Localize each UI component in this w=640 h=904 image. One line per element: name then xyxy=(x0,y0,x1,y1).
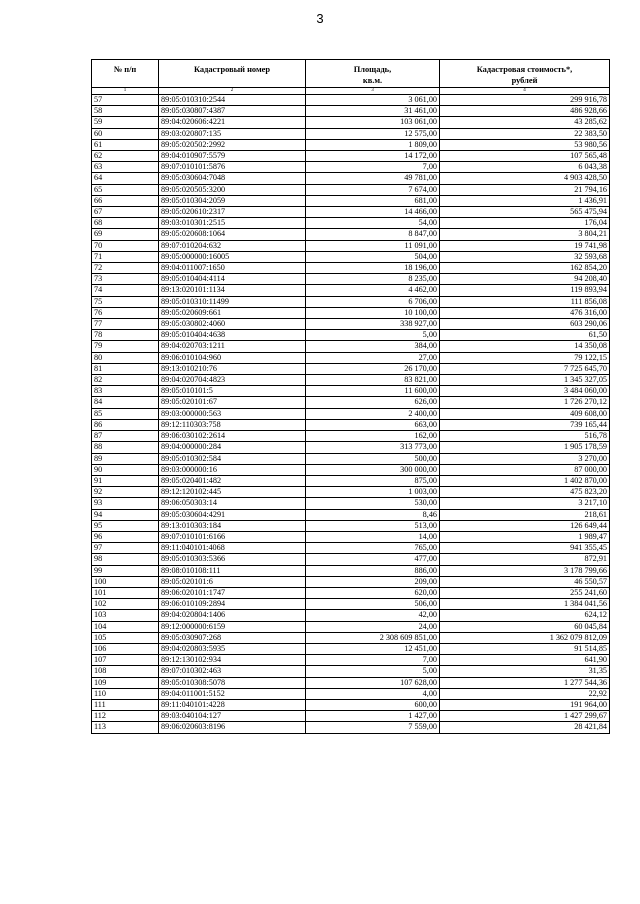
row-number: 102 xyxy=(92,599,159,610)
table-body xyxy=(92,95,610,734)
cadastral-value: 3 804,21 xyxy=(440,229,610,240)
cadastral-number: 89:05:010302:584 xyxy=(159,453,306,464)
cadastral-value: 1 345 327,05 xyxy=(440,375,610,386)
table-row xyxy=(92,632,610,643)
cadastral-value: 1 277 544,36 xyxy=(440,677,610,688)
cadastral-value: 872,91 xyxy=(440,554,610,565)
area-value: 6 706,00 xyxy=(306,296,440,307)
area-value: 83 821,00 xyxy=(306,375,440,386)
cadastral-number: 89:04:000000:284 xyxy=(159,442,306,453)
row-number: 79 xyxy=(92,341,159,352)
cadastral-number: 89:11:040101:4228 xyxy=(159,699,306,710)
cadastral-number: 89:05:030907:268 xyxy=(159,632,306,643)
cadastral-value: 119 893,94 xyxy=(440,285,610,296)
cadastral-value: 28 421,84 xyxy=(440,722,610,733)
table-row xyxy=(92,128,610,139)
cadastral-number: 89:13:010210:76 xyxy=(159,363,306,374)
table-row xyxy=(92,240,610,251)
cadastral-value: 3 217,10 xyxy=(440,498,610,509)
cadastral-value: 476 316,00 xyxy=(440,307,610,318)
cadastral-value: 61,50 xyxy=(440,330,610,341)
cadastral-number: 89:07:010101:6166 xyxy=(159,531,306,542)
table-row xyxy=(92,475,610,486)
row-number: 77 xyxy=(92,319,159,330)
cadastral-number: 89:05:000000:16005 xyxy=(159,251,306,262)
cadastral-value: 1 384 041,56 xyxy=(440,599,610,610)
table-row xyxy=(92,151,610,162)
area-value: 7,00 xyxy=(306,655,440,666)
table-row xyxy=(92,162,610,173)
cadastral-value: 19 741,98 xyxy=(440,240,610,251)
cadastral-value: 60 045,84 xyxy=(440,621,610,632)
row-number: 84 xyxy=(92,397,159,408)
cadastral-number: 89:05:010308:5078 xyxy=(159,677,306,688)
row-number: 99 xyxy=(92,565,159,576)
table-row xyxy=(92,386,610,397)
area-value: 24,00 xyxy=(306,621,440,632)
table-row xyxy=(92,341,610,352)
cadastral-number: 89:05:010404:4638 xyxy=(159,330,306,341)
area-value: 4,00 xyxy=(306,688,440,699)
row-number: 85 xyxy=(92,408,159,419)
area-value: 12 575,00 xyxy=(306,128,440,139)
cadastral-value: 4 903 428,50 xyxy=(440,173,610,184)
table-row xyxy=(92,666,610,677)
row-number: 65 xyxy=(92,184,159,195)
table-row xyxy=(92,207,610,218)
row-number: 80 xyxy=(92,352,159,363)
area-value: 384,00 xyxy=(306,341,440,352)
cadastral-value: 299 916,78 xyxy=(440,95,610,106)
area-value: 477,00 xyxy=(306,554,440,565)
cadastral-value: 1 427 299,67 xyxy=(440,711,610,722)
row-number: 83 xyxy=(92,386,159,397)
area-value: 8 847,00 xyxy=(306,229,440,240)
table-row xyxy=(92,531,610,542)
row-number: 113 xyxy=(92,722,159,733)
cadastral-number: 89:05:010304:2059 xyxy=(159,195,306,206)
area-value: 7,00 xyxy=(306,162,440,173)
column-index: 1 xyxy=(92,88,159,95)
row-number: 81 xyxy=(92,363,159,374)
area-value: 103 061,00 xyxy=(306,117,440,128)
row-number: 105 xyxy=(92,632,159,643)
cadastral-value: 22,92 xyxy=(440,688,610,699)
table-row xyxy=(92,263,610,274)
header-cadastral-number: Кадастровый номер xyxy=(159,60,306,88)
table-row xyxy=(92,677,610,688)
cadastral-number: 89:05:020608:1064 xyxy=(159,229,306,240)
row-number: 93 xyxy=(92,498,159,509)
area-value: 1 809,00 xyxy=(306,139,440,150)
column-index: 4 xyxy=(440,88,610,95)
row-number: 68 xyxy=(92,218,159,229)
row-number: 92 xyxy=(92,487,159,498)
table-row xyxy=(92,587,610,598)
area-value: 26 170,00 xyxy=(306,363,440,374)
area-value: 530,00 xyxy=(306,498,440,509)
column-index: 3 xyxy=(306,88,440,95)
cadastral-number: 89:11:040101:4068 xyxy=(159,543,306,554)
column-index: 2 xyxy=(159,88,306,95)
table-row xyxy=(92,363,610,374)
table-header-row xyxy=(92,60,610,88)
table-row xyxy=(92,520,610,531)
cadastral-value: 14 350,08 xyxy=(440,341,610,352)
cadastral-number: 89:06:010104:960 xyxy=(159,352,306,363)
area-value: 2 308 609 851,00 xyxy=(306,632,440,643)
table-row xyxy=(92,711,610,722)
cadastral-number: 89:12:110303:758 xyxy=(159,419,306,430)
area-value: 54,00 xyxy=(306,218,440,229)
cadastral-number: 89:05:020502:2992 xyxy=(159,139,306,150)
cadastral-table xyxy=(91,59,610,734)
area-value: 14 172,00 xyxy=(306,151,440,162)
area-value: 600,00 xyxy=(306,699,440,710)
cadastral-number: 89:04:020703:1211 xyxy=(159,341,306,352)
cadastral-value: 7 725 645,70 xyxy=(440,363,610,374)
cadastral-number: 89:05:030604:4291 xyxy=(159,509,306,520)
table-row xyxy=(92,643,610,654)
area-value: 10 100,00 xyxy=(306,307,440,318)
row-number: 59 xyxy=(92,117,159,128)
table-row xyxy=(92,487,610,498)
row-number: 104 xyxy=(92,621,159,632)
cadastral-number: 89:04:010907:5579 xyxy=(159,151,306,162)
table-row xyxy=(92,319,610,330)
table-row xyxy=(92,464,610,475)
row-number: 60 xyxy=(92,128,159,139)
cadastral-value: 87 000,00 xyxy=(440,464,610,475)
cadastral-number: 89:05:030802:4060 xyxy=(159,319,306,330)
area-value: 886,00 xyxy=(306,565,440,576)
cadastral-number: 89:07:010101:5876 xyxy=(159,162,306,173)
table-row xyxy=(92,352,610,363)
area-value: 663,00 xyxy=(306,419,440,430)
cadastral-value: 6 043,38 xyxy=(440,162,610,173)
cadastral-number: 89:07:010302:463 xyxy=(159,666,306,677)
cadastral-value: 3 484 060,00 xyxy=(440,386,610,397)
cadastral-number: 89:04:020704:4823 xyxy=(159,375,306,386)
row-number: 95 xyxy=(92,520,159,531)
table-row xyxy=(92,285,610,296)
cadastral-value: 255 241,60 xyxy=(440,587,610,598)
table-row xyxy=(92,565,610,576)
row-number: 89 xyxy=(92,453,159,464)
column-index-row xyxy=(92,88,610,95)
table-row xyxy=(92,610,610,621)
table-row xyxy=(92,431,610,442)
area-value: 5,00 xyxy=(306,666,440,677)
table-row xyxy=(92,554,610,565)
row-number: 70 xyxy=(92,240,159,251)
cadastral-value: 565 475,94 xyxy=(440,207,610,218)
area-value: 2 400,00 xyxy=(306,408,440,419)
table-row xyxy=(92,722,610,733)
table-row xyxy=(92,655,610,666)
cadastral-number: 89:12:130102:934 xyxy=(159,655,306,666)
row-number: 108 xyxy=(92,666,159,677)
area-value: 504,00 xyxy=(306,251,440,262)
cadastral-value: 94 208,40 xyxy=(440,274,610,285)
cadastral-value: 486 928,66 xyxy=(440,106,610,117)
row-number: 109 xyxy=(92,677,159,688)
area-value: 300 000,00 xyxy=(306,464,440,475)
cadastral-value: 516,78 xyxy=(440,431,610,442)
cadastral-value: 1 905 178,59 xyxy=(440,442,610,453)
area-value: 7 559,00 xyxy=(306,722,440,733)
table-row xyxy=(92,408,610,419)
cadastral-number: 89:05:030604:7048 xyxy=(159,173,306,184)
area-value: 513,00 xyxy=(306,520,440,531)
row-number: 71 xyxy=(92,251,159,262)
table-row xyxy=(92,184,610,195)
row-number: 61 xyxy=(92,139,159,150)
area-value: 7 674,00 xyxy=(306,184,440,195)
row-number: 57 xyxy=(92,95,159,106)
table-row xyxy=(92,307,610,318)
cadastral-number: 89:04:020804:1406 xyxy=(159,610,306,621)
cadastral-value: 218,61 xyxy=(440,509,610,520)
area-value: 11 600,00 xyxy=(306,386,440,397)
cadastral-number: 89:13:020101:1134 xyxy=(159,285,306,296)
cadastral-number: 89:05:010303:5366 xyxy=(159,554,306,565)
area-value: 14 466,00 xyxy=(306,207,440,218)
cadastral-number: 89:05:030807:4387 xyxy=(159,106,306,117)
cadastral-number: 89:06:010109:2894 xyxy=(159,599,306,610)
cadastral-value: 603 290,06 xyxy=(440,319,610,330)
cadastral-number: 89:05:020101:6 xyxy=(159,576,306,587)
header-number: № п/п xyxy=(92,60,159,88)
area-value: 5,00 xyxy=(306,330,440,341)
cadastral-number: 89:06:020101:1747 xyxy=(159,587,306,598)
row-number: 75 xyxy=(92,296,159,307)
cadastral-number: 89:12:120102:445 xyxy=(159,487,306,498)
row-number: 110 xyxy=(92,688,159,699)
cadastral-value: 79 122,15 xyxy=(440,352,610,363)
area-value: 8,46 xyxy=(306,509,440,520)
cadastral-number: 89:13:010303:184 xyxy=(159,520,306,531)
table-row xyxy=(92,330,610,341)
area-value: 12 451,00 xyxy=(306,643,440,654)
area-value: 31 461,00 xyxy=(306,106,440,117)
cadastral-value: 176,04 xyxy=(440,218,610,229)
row-number: 106 xyxy=(92,643,159,654)
cadastral-number: 89:05:010310:2544 xyxy=(159,95,306,106)
table-row xyxy=(92,139,610,150)
area-value: 500,00 xyxy=(306,453,440,464)
cadastral-number: 89:03:040104:127 xyxy=(159,711,306,722)
area-value: 8 235,00 xyxy=(306,274,440,285)
row-number: 96 xyxy=(92,531,159,542)
row-number: 86 xyxy=(92,419,159,430)
area-value: 3 061,00 xyxy=(306,95,440,106)
area-value: 11 091,00 xyxy=(306,240,440,251)
table-row xyxy=(92,117,610,128)
cadastral-value: 1 726 270,12 xyxy=(440,397,610,408)
table-row xyxy=(92,498,610,509)
area-value: 506,00 xyxy=(306,599,440,610)
row-number: 74 xyxy=(92,285,159,296)
cadastral-value: 53 980,56 xyxy=(440,139,610,150)
cadastral-value: 126 649,44 xyxy=(440,520,610,531)
cadastral-value: 21 794,16 xyxy=(440,184,610,195)
header-area: Площадь, кв.м. xyxy=(306,60,440,88)
table-row xyxy=(92,106,610,117)
row-number: 69 xyxy=(92,229,159,240)
cadastral-value: 32 593,68 xyxy=(440,251,610,262)
cadastral-value: 624,12 xyxy=(440,610,610,621)
cadastral-value: 739 165,44 xyxy=(440,419,610,430)
cadastral-value: 191 964,00 xyxy=(440,699,610,710)
cadastral-number: 89:03:020807:135 xyxy=(159,128,306,139)
row-number: 67 xyxy=(92,207,159,218)
area-value: 681,00 xyxy=(306,195,440,206)
row-number: 87 xyxy=(92,431,159,442)
area-value: 875,00 xyxy=(306,475,440,486)
cadastral-value: 46 550,57 xyxy=(440,576,610,587)
cadastral-value: 1 436,91 xyxy=(440,195,610,206)
row-number: 62 xyxy=(92,151,159,162)
cadastral-number: 89:04:020606:4221 xyxy=(159,117,306,128)
cadastral-number: 89:08:010108:111 xyxy=(159,565,306,576)
row-number: 66 xyxy=(92,195,159,206)
area-value: 1 427,00 xyxy=(306,711,440,722)
table-row xyxy=(92,375,610,386)
cadastral-value: 3 178 799,66 xyxy=(440,565,610,576)
area-value: 620,00 xyxy=(306,587,440,598)
area-value: 765,00 xyxy=(306,543,440,554)
cadastral-value: 43 285,62 xyxy=(440,117,610,128)
row-number: 58 xyxy=(92,106,159,117)
area-value: 42,00 xyxy=(306,610,440,621)
cadastral-number: 89:05:010101:5 xyxy=(159,386,306,397)
cadastral-number: 89:04:020803:5935 xyxy=(159,643,306,654)
row-number: 103 xyxy=(92,610,159,621)
table-row xyxy=(92,699,610,710)
cadastral-number: 89:05:020609:661 xyxy=(159,307,306,318)
cadastral-number: 89:03:000000:563 xyxy=(159,408,306,419)
cadastral-number: 89:04:011007:1650 xyxy=(159,263,306,274)
cadastral-number: 89:05:020401:482 xyxy=(159,475,306,486)
area-value: 1 003,00 xyxy=(306,487,440,498)
cadastral-value: 162 854,20 xyxy=(440,263,610,274)
area-value: 27,00 xyxy=(306,352,440,363)
cadastral-number: 89:05:020101:67 xyxy=(159,397,306,408)
table-row xyxy=(92,453,610,464)
cadastral-number: 89:05:020610:2317 xyxy=(159,207,306,218)
page-number: 3 xyxy=(316,11,324,26)
table-row xyxy=(92,509,610,520)
row-number: 63 xyxy=(92,162,159,173)
cadastral-value: 22 383,50 xyxy=(440,128,610,139)
cadastral-number: 89:12:000000:6159 xyxy=(159,621,306,632)
row-number: 107 xyxy=(92,655,159,666)
area-value: 14,00 xyxy=(306,531,440,542)
row-number: 98 xyxy=(92,554,159,565)
table-row xyxy=(92,621,610,632)
cadastral-value: 641,90 xyxy=(440,655,610,666)
cadastral-value: 1 989,47 xyxy=(440,531,610,542)
header-cadastral-value: Кадастровая стоимость*, рублей xyxy=(440,60,610,88)
cadastral-value: 1 362 079 812,09 xyxy=(440,632,610,643)
cadastral-number: 89:07:010204:632 xyxy=(159,240,306,251)
table-row xyxy=(92,599,610,610)
row-number: 91 xyxy=(92,475,159,486)
cadastral-number: 89:05:010404:4114 xyxy=(159,274,306,285)
cadastral-number: 89:03:000000:16 xyxy=(159,464,306,475)
row-number: 97 xyxy=(92,543,159,554)
cadastral-value: 91 514,85 xyxy=(440,643,610,654)
cadastral-value: 941 355,45 xyxy=(440,543,610,554)
cadastral-value: 475 823,20 xyxy=(440,487,610,498)
row-number: 88 xyxy=(92,442,159,453)
table-row xyxy=(92,688,610,699)
row-number: 101 xyxy=(92,587,159,598)
row-number: 90 xyxy=(92,464,159,475)
cadastral-number: 89:05:020505:3200 xyxy=(159,184,306,195)
table-row xyxy=(92,251,610,262)
table-row xyxy=(92,397,610,408)
table-row xyxy=(92,442,610,453)
row-number: 111 xyxy=(92,699,159,710)
area-value: 626,00 xyxy=(306,397,440,408)
cadastral-value: 409 608,00 xyxy=(440,408,610,419)
row-number: 72 xyxy=(92,263,159,274)
cadastral-number: 89:06:050303:14 xyxy=(159,498,306,509)
cadastral-number: 89:06:020603:8196 xyxy=(159,722,306,733)
cadastral-number: 89:05:010310:11499 xyxy=(159,296,306,307)
area-value: 18 196,00 xyxy=(306,263,440,274)
row-number: 82 xyxy=(92,375,159,386)
area-value: 107 628,00 xyxy=(306,677,440,688)
table-row xyxy=(92,274,610,285)
row-number: 94 xyxy=(92,509,159,520)
cadastral-value: 31,35 xyxy=(440,666,610,677)
cadastral-number: 89:03:010301:2515 xyxy=(159,218,306,229)
area-value: 162,00 xyxy=(306,431,440,442)
table-row xyxy=(92,195,610,206)
cadastral-value: 107 565,48 xyxy=(440,151,610,162)
area-value: 338 927,00 xyxy=(306,319,440,330)
area-value: 49 781,00 xyxy=(306,173,440,184)
row-number: 64 xyxy=(92,173,159,184)
area-value: 209,00 xyxy=(306,576,440,587)
table-row xyxy=(92,229,610,240)
row-number: 76 xyxy=(92,307,159,318)
row-number: 78 xyxy=(92,330,159,341)
table-row xyxy=(92,419,610,430)
cadastral-number: 89:04:011001:5152 xyxy=(159,688,306,699)
table-row xyxy=(92,296,610,307)
area-value: 313 773,00 xyxy=(306,442,440,453)
row-number: 73 xyxy=(92,274,159,285)
row-number: 112 xyxy=(92,711,159,722)
table-row xyxy=(92,543,610,554)
table-row xyxy=(92,95,610,106)
cadastral-value: 1 402 870,00 xyxy=(440,475,610,486)
area-value: 4 462,00 xyxy=(306,285,440,296)
table-row xyxy=(92,173,610,184)
row-number: 100 xyxy=(92,576,159,587)
table-row xyxy=(92,576,610,587)
cadastral-value: 111 856,08 xyxy=(440,296,610,307)
table-row xyxy=(92,218,610,229)
cadastral-value: 3 270,00 xyxy=(440,453,610,464)
cadastral-number: 89:06:030102:2614 xyxy=(159,431,306,442)
